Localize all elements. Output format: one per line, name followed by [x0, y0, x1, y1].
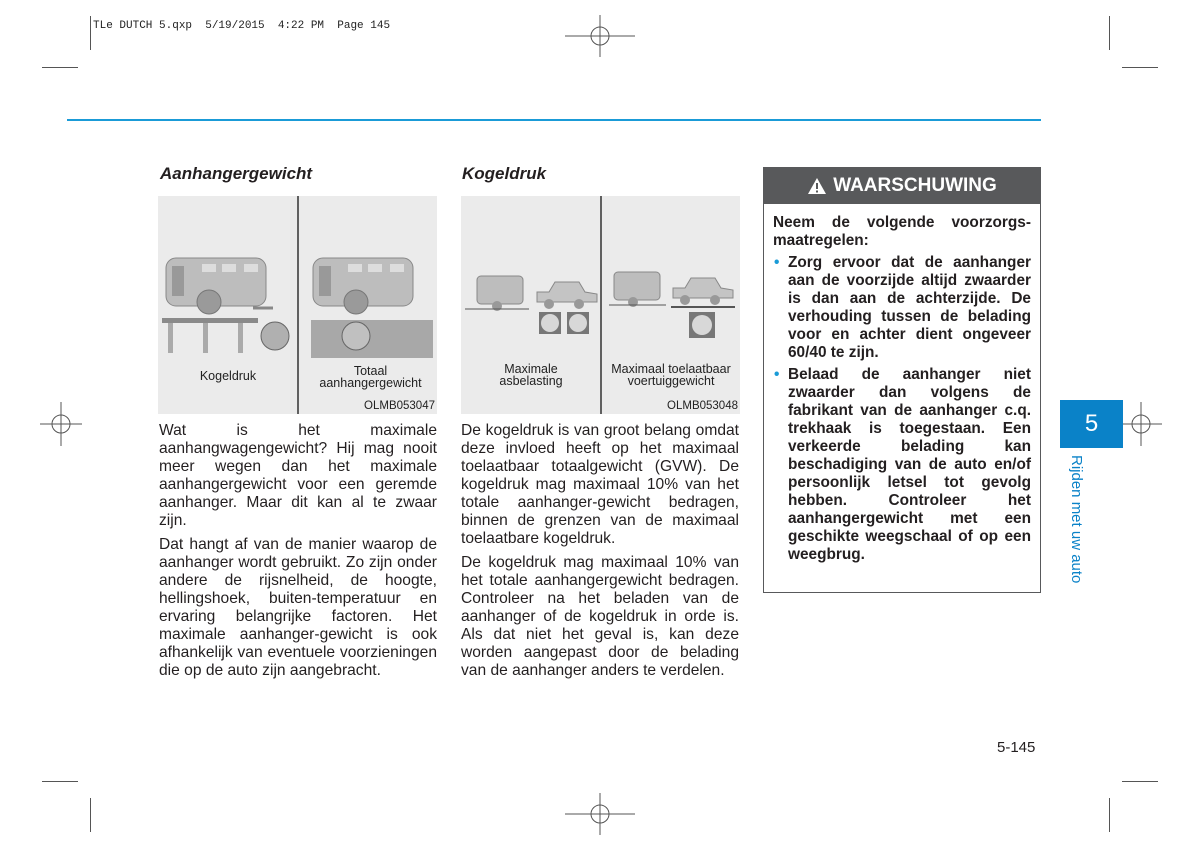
warning-item: [773, 254, 1031, 362]
paragraph: De kogeldruk mag maximaal 10% van het totale aanhangergewicht bedragen. Controleer na het beladen van de aanhanger of de kogeldruk in orde is. Als dat niet het geval is, kan deze worden aangepast door de belading van de aanhanger anders te verdelen.: [461, 554, 739, 679]
figure-caption: Maximaal toelaatbaar voertuiggewicht: [611, 362, 731, 388]
figure-caption: Kogeldruk: [199, 369, 257, 383]
paragraph: Dat hangt af van de manier waarop de aanhanger wordt gebruikt. Zo zijn onder andere de rijsnelheid, de hoogte, hellingshoek, buiten-temperatuur en ervaring belangrijke factoren. Het maximale aanhanger-gewicht is ook afhankelijk van eventuele voorzieningen die op de auto zijn aangebracht.: [159, 536, 437, 679]
warning-box: [763, 167, 1041, 593]
figure-tongue-weight: [461, 196, 740, 414]
section-heading-aanhangergewicht: Aanhangergewicht: [160, 164, 313, 183]
warning-header: [764, 168, 1040, 204]
page-number: 5-145: [997, 739, 1036, 756]
chapter-title: Rijden met uw auto: [1068, 455, 1085, 584]
figure-caption: Totaal aanhangergewicht: [319, 364, 422, 390]
figure-caption: Maximale asbelasting: [499, 362, 563, 388]
warning-title: WAARSCHUWING: [833, 175, 997, 196]
warning-item-text: Belaad de aanhanger niet zwaarder dan volgens de fabrikant van de aanhanger c.q. trekhaak is toegestaan. Een verkeerde belading kan beschadiging van de auto en/of persoonlijk letsel tot gevolg hebben. Controleer het aanhangergewicht met een geschikte weegschaal of op een weegbrug.: [788, 366, 1031, 563]
body-text-column-2: [461, 422, 739, 686]
bullet-icon: •: [774, 366, 780, 383]
warning-item: [773, 366, 1031, 564]
header-rule: [67, 119, 1041, 121]
warning-intro: Neem de volgende voorzorgs-maatregelen:: [773, 214, 1031, 249]
warning-item-text: Zorg ervoor dat de aanhanger aan de voorzijde altijd zwaarder is dan aan de achterzijde. De verhouding tussen de belading voor en achter dient ongeveer 60/40 te zijn.: [788, 254, 1031, 361]
chapter-tab: 5: [1060, 400, 1123, 448]
paragraph: De kogeldruk is van groot belang omdat deze invloed heeft op het maximaal toelaatbaar totaalgewicht (GVW). De kogeldruk mag maximaal 10% van het totale aanhanger-gewicht bedragen, binnen de grenzen van de maximaal toelaatbare kogeldruk.: [461, 422, 739, 547]
paragraph: Wat is het maximale aanhangwagengewicht? Hij mag nooit meer wegen dan het maximale aanhangergewicht voor een geremde aanhanger. Maar dit kan al te zwaar zijn.: [159, 422, 437, 529]
warning-triangle-icon: [807, 177, 827, 195]
section-heading-kogeldruk: Kogeldruk: [462, 164, 547, 183]
figure-code: OLMB053047: [364, 400, 435, 412]
print-slug: TLe DUTCH 5.qxp 5/19/2015 4:22 PM Page 145: [93, 20, 391, 32]
bullet-icon: •: [774, 254, 780, 271]
figure-trailer-weight: [158, 196, 437, 414]
figure-code: OLMB053048: [667, 400, 738, 412]
body-text-column-1: [159, 422, 437, 686]
